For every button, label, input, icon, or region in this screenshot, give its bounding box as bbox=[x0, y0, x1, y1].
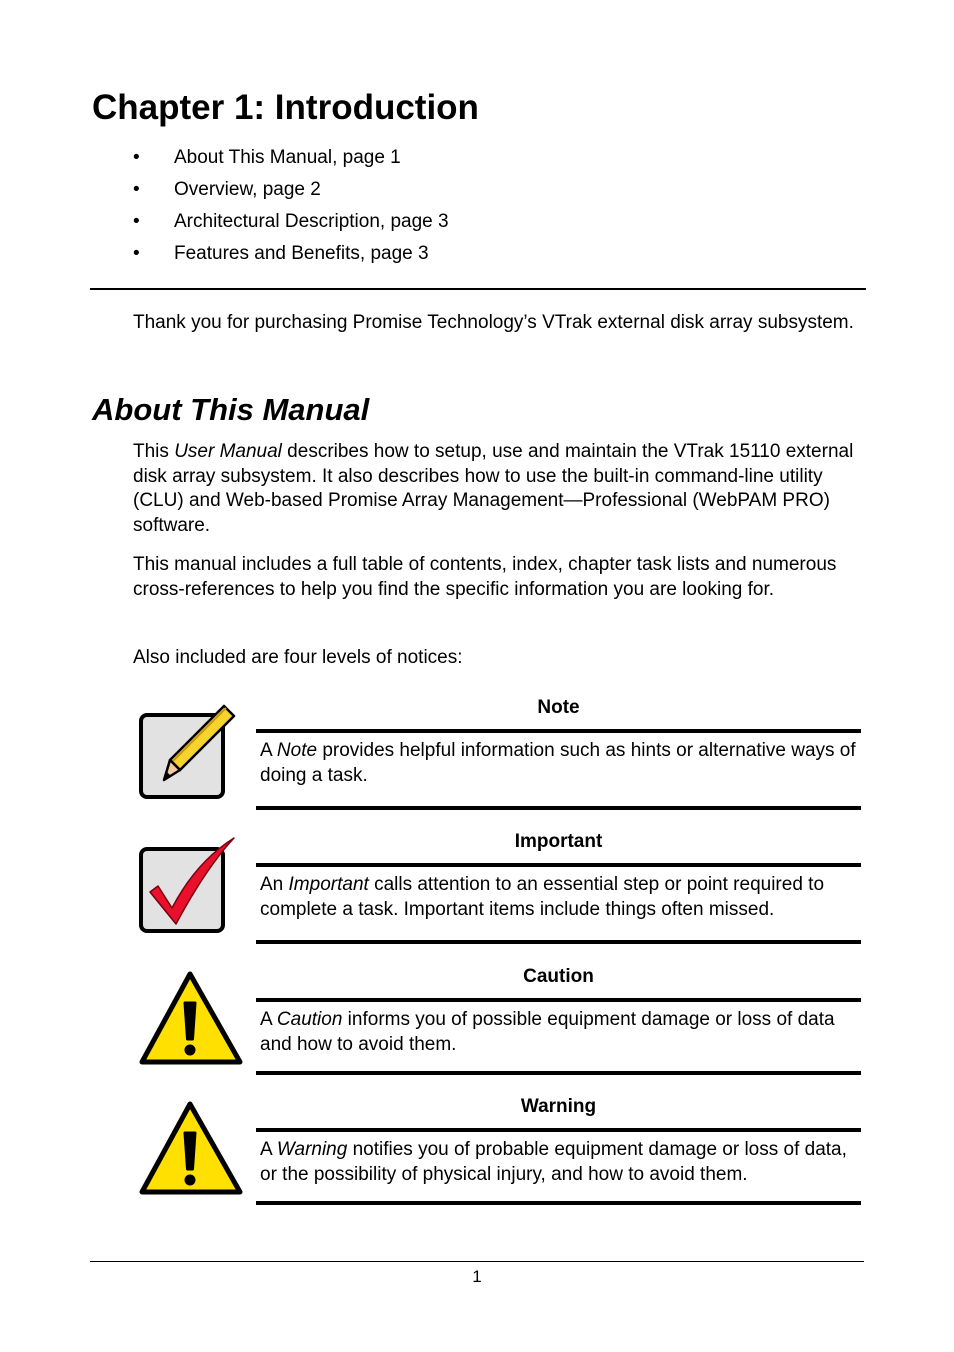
notice-heading: Caution bbox=[523, 966, 594, 987]
intro-paragraph: Thank you for purchasing Promise Technology’s VTrak external disk array subsystem. bbox=[133, 312, 854, 333]
notice-rule-top bbox=[256, 729, 861, 733]
text-run: A bbox=[260, 740, 277, 761]
notice-rule-top bbox=[256, 1128, 861, 1132]
about-paragraph-3: Also included are four levels of notices: bbox=[133, 647, 463, 668]
text-run: A bbox=[260, 1139, 277, 1160]
about-paragraph-1 bbox=[133, 440, 868, 538]
about-paragraph-2: This manual includes a full table of contents, index, chapter task lists and numerous cross-references to help you find the specific information you are looking for. bbox=[133, 554, 837, 600]
notice-rule-bottom bbox=[256, 806, 861, 810]
bullet: • bbox=[133, 211, 140, 232]
toc-link-architectural-description[interactable]: Architectural Description, page 3 bbox=[174, 211, 449, 232]
notice-rule-bottom bbox=[256, 1071, 861, 1075]
page-number: 1 bbox=[472, 1267, 482, 1286]
bullet: • bbox=[133, 243, 140, 264]
toc-link-features-and-benefits[interactable]: Features and Benefits, page 3 bbox=[174, 243, 429, 264]
notice-rule-top bbox=[256, 998, 861, 1002]
chapter-divider bbox=[90, 288, 866, 290]
notice-body bbox=[260, 873, 860, 922]
pencil-icon bbox=[136, 704, 240, 800]
checkmark-icon bbox=[136, 834, 240, 938]
notice-rule-top bbox=[256, 863, 861, 867]
notice-rule-bottom bbox=[256, 940, 861, 944]
footer-divider bbox=[90, 1261, 864, 1262]
notice-body bbox=[260, 1008, 860, 1057]
section-title: About This Manual bbox=[92, 392, 370, 427]
notice-body bbox=[260, 1138, 860, 1187]
notice-heading: Note bbox=[537, 697, 580, 718]
notice-rule-bottom bbox=[256, 1201, 861, 1205]
emphasis: User Manual bbox=[174, 441, 282, 462]
text-run: notifies you of probable equipment damage or loss of data, or the possibility of physical injury, and how to avoid them. bbox=[260, 1139, 847, 1185]
emphasis: Warning bbox=[276, 1139, 348, 1160]
emphasis: Important bbox=[288, 874, 369, 895]
bullet: • bbox=[133, 179, 140, 200]
text-run: provides helpful information such as hints or alternative ways of doing a task. bbox=[260, 740, 856, 786]
text-run: A bbox=[260, 1009, 277, 1030]
notice-heading: Important bbox=[514, 831, 603, 852]
emphasis: Caution bbox=[276, 1009, 343, 1030]
caution-icon bbox=[136, 969, 248, 1065]
notice-heading: Warning bbox=[520, 1096, 597, 1117]
notice-body bbox=[260, 739, 860, 788]
emphasis: Note bbox=[276, 740, 318, 761]
text-run: This bbox=[133, 441, 175, 462]
chapter-title: Chapter 1: Introduction bbox=[92, 88, 479, 127]
toc-link-about-this-manual[interactable]: About This Manual, page 1 bbox=[174, 147, 401, 168]
text-run: An bbox=[260, 874, 289, 895]
text-run: calls attention to an essential step or point required to complete a task. Important items include things often missed. bbox=[260, 874, 825, 920]
text-run: describes how to setup, use and maintain the VTrak 15110 external disk array subsystem. It also describes how to use the built-in command-line utility (CLU) and Web-based Promise Array Management—Professional (WebPAM PRO) software. bbox=[133, 441, 854, 536]
text-run: informs you of possible equipment damage or loss of data and how to avoid them. bbox=[260, 1009, 835, 1055]
warning-icon bbox=[136, 1099, 248, 1195]
bullet: • bbox=[133, 147, 140, 168]
toc-link-overview[interactable]: Overview, page 2 bbox=[174, 179, 321, 200]
